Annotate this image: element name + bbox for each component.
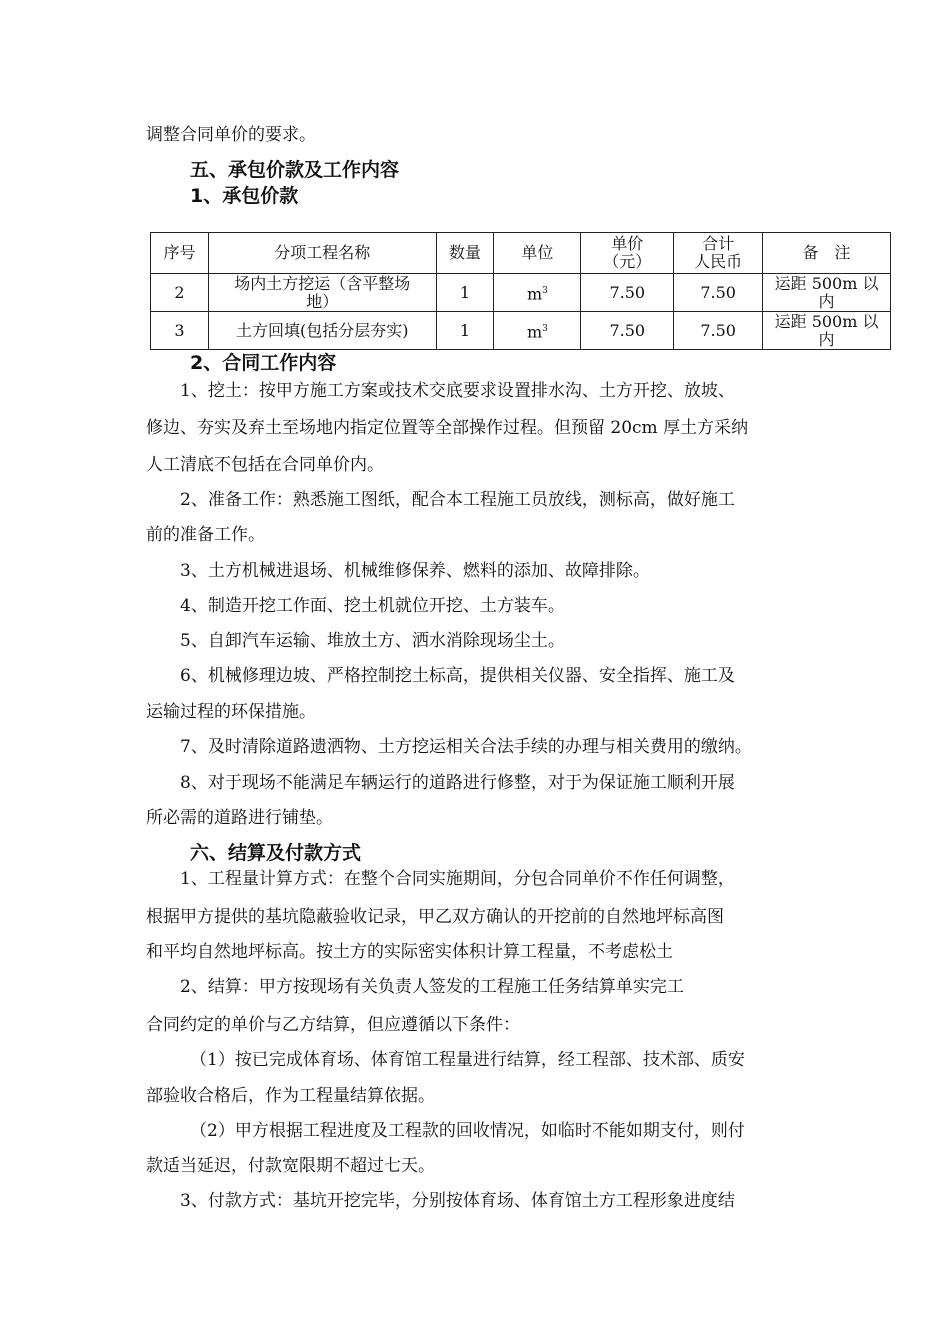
paragraph-line: 修边、夯实及弃土至场地内指定位置等全部操作过程。但预留 20cm 厚土方采纳 (146, 418, 749, 438)
header-total-line2: 人民币 (694, 252, 743, 271)
paragraph-line: 部验收合格后，作为工程量结算依据。 (146, 1086, 435, 1106)
paragraph-line: 5、自卸汽车运输、堆放土方、洒水消除现场尘土。 (180, 631, 565, 651)
unit-text: m (526, 322, 543, 342)
header-qty: 数量 (436, 233, 494, 274)
header-total-line1: 合计 (702, 234, 735, 253)
paragraph-line: 4、制造开挖工作面、挖土机就位开挖、土方装车。 (180, 596, 565, 616)
cell-note-line2: 内 (818, 329, 835, 349)
paragraph-line: 运输过程的环保措施。 (146, 702, 316, 722)
cell-name-line1: 场内土方挖运（含平整场 (234, 273, 411, 293)
paragraph-line: 1、挖土：按甲方施工方案或技术交底要求设置排水沟、土方开挖、放坡、 (180, 381, 735, 401)
table-row (151, 274, 891, 312)
cell-note-line1: 运距 500m 以 (774, 311, 879, 331)
cell-name-line2: 地） (306, 291, 339, 311)
paragraph-line: （1）按已完成体育场、体育馆工程量进行结算，经工程部、技术部、质安 (190, 1050, 745, 1070)
cell-note-line1: 运距 500m 以 (774, 273, 879, 293)
unit-text: m (526, 284, 543, 304)
paragraph-line: 2、准备工作：熟悉施工图纸，配合本工程施工员放线，测标高，做好施工 (180, 490, 735, 510)
paragraph-line: （2）甲方根据工程进度及工程款的回收情况，如临时不能如期支付，则付 (190, 1121, 745, 1141)
paragraph-line: 前的准备工作。 (146, 525, 265, 545)
section-heading-5: 五、承包价款及工作内容 (190, 159, 400, 181)
paragraph-line: 3、土方机械进退场、机械维修保养、燃料的添加、故障排除。 (180, 561, 650, 581)
paragraph-line: 1、工程量计算方式：在整个合同实施期间，分包合同单价不作任何调整， (180, 869, 735, 889)
subsection-heading-work: 2、合同工作内容 (190, 352, 337, 374)
paragraph-line: 根据甲方提供的基坑隐蔽验收记录，甲乙双方确认的开挖前的自然地坪标高图 (146, 907, 724, 927)
paragraph-line: 合同约定的单价与乙方结算，但应遵循以下条件： (146, 1015, 520, 1035)
cell-unit (494, 274, 581, 312)
paragraph-line: 8、对于现场不能满足车辆运行的道路进行修整，对于为保证施工顺利开展 (180, 773, 735, 793)
cell-name (208, 312, 436, 350)
cell-note-line2: 内 (818, 291, 835, 311)
cell-qty: 1 (436, 312, 494, 350)
cell-qty: 1 (436, 274, 494, 312)
header-price-line2: （元） (603, 252, 652, 271)
header-unit: 单位 (494, 233, 581, 274)
cell-note (763, 274, 891, 312)
table-row (151, 312, 891, 350)
cell-seq: 3 (151, 312, 209, 350)
section-heading-6: 六、结算及付款方式 (190, 842, 362, 864)
paragraph-line: 款适当延迟，付款宽限期不超过七天。 (146, 1156, 435, 1176)
cell-total: 7.50 (674, 274, 763, 312)
unit-superscript: 3 (542, 285, 548, 296)
cell-seq: 2 (151, 274, 209, 312)
header-note: 备 注 (763, 233, 891, 274)
paragraph-line: 2、结算：甲方按现场有关负责人签发的工程施工任务结算单实完工 (180, 977, 684, 997)
paragraph-line: 调整合同单价的要求。 (146, 125, 316, 145)
header-name: 分项工程名称 (208, 233, 436, 274)
paragraph-line: 7、及时清除道路遗洒物、土方挖运相关合法手续的办理与相关费用的缴纳。 (180, 737, 752, 757)
cell-name-line1: 土方回填(包括分层夯实) (235, 320, 409, 340)
cell-price: 7.50 (581, 312, 674, 350)
cell-price: 7.50 (581, 274, 674, 312)
header-total (674, 233, 763, 274)
paragraph-line: 所必需的道路进行铺垫。 (146, 808, 333, 828)
header-price (581, 233, 674, 274)
paragraph-line: 人工清底不包括在合同单价内。 (146, 455, 384, 475)
header-seq: 序号 (151, 233, 209, 274)
cell-unit (494, 312, 581, 350)
paragraph-line: 3、付款方式：基坑开挖完毕，分别按体育场、体育馆土方工程形象进度结 (180, 1191, 735, 1211)
paragraph-line: 和平均自然地坪标高。按土方的实际密实体积计算工程量，不考虑松土 (146, 942, 673, 962)
cell-total: 7.50 (674, 312, 763, 350)
price-table (150, 232, 891, 350)
header-price-line1: 单价 (611, 234, 644, 253)
unit-superscript: 3 (542, 323, 548, 334)
table-header-row (151, 233, 891, 274)
paragraph-line: 6、机械修理边坡、严格控制挖土标高，提供相关仪器、安全指挥、施工及 (180, 666, 735, 686)
cell-note (763, 312, 891, 350)
cell-name (208, 274, 436, 312)
subsection-heading-price: 1、承包价款 (190, 185, 299, 207)
